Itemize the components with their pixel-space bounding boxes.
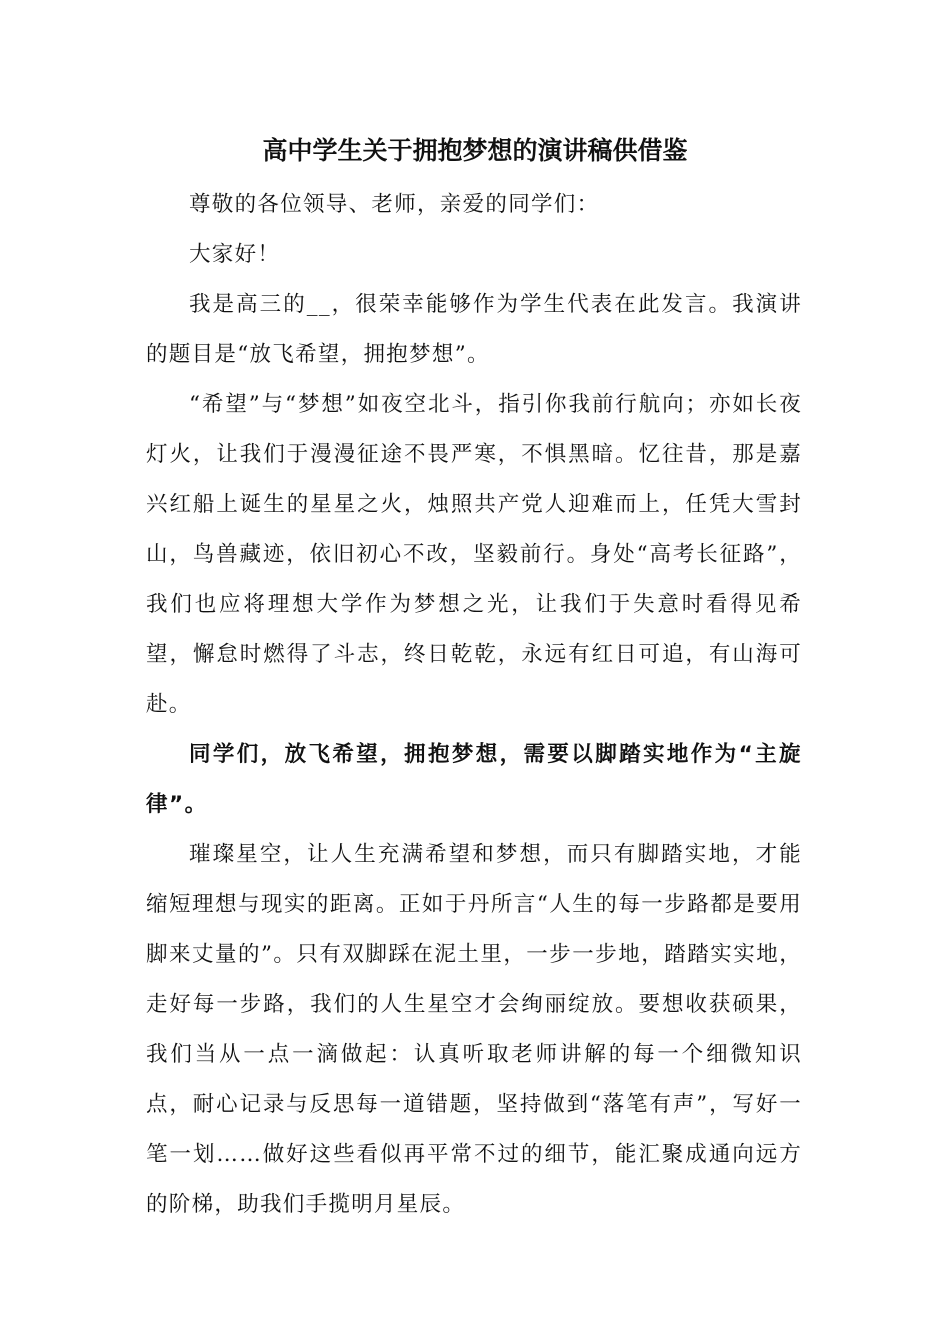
paragraph-greeting: 大家好！: [189, 242, 281, 267]
paragraph-salutation: 尊敬的各位领导、老师，亲爱的同学们：: [189, 192, 600, 217]
paragraph-down-to-earth: 璀璨星空，让人生充满希望和梦想，而只有脚踏实地，才能缩短理想与现实的距离。正如于丹所言“人生的每一步路都是要用脚来丈量的”。只有双脚踩在泥土里，一步一步地，踏踏实实地，走好每一步路，我们的人生星空才会绚丽绽放。要想收获硕果，我们当从一点一滴做起：认真听取老师讲解的每一个细微知识点，耐心记录与反思每一道错题，坚持做到“落笔有声”，写好一笔一划……做好这些看似再平常不过的细节，能汇聚成通向远方的阶梯，助我们手揽明月星辰。: [146, 842, 802, 1217]
paragraph-heading-main-theme: 同学们，放飞希望，拥抱梦想，需要以脚踏实地作为“主旋律”。: [146, 742, 802, 817]
document-body: [146, 180, 802, 1230]
paragraph-intro: 我是高三的__，很荣幸能够作为学生代表在此发言。我演讲的题目是“放飞希望，拥抱梦想”。: [146, 292, 802, 367]
document-title: 高中学生关于拥抱梦想的演讲稿供借鉴: [262, 136, 688, 165]
paragraph-hope-dream: “希望”与“梦想”如夜空北斗，指引你我前行航向；亦如长夜灯火，让我们于漫漫征途不畏严寒，不惧黑暗。忆往昔，那是嘉兴红船上诞生的星星之火，烛照共产党人迎难而上，任凭大雪封山，鸟兽藏迹，依旧初心不改，坚毅前行。身处“高考长征路”，我们也应将理想大学作为梦想之光，让我们于失意时看得见希望，懈怠时燃得了斗志，终日乾乾，永远有红日可追，有山海可赴。: [146, 392, 802, 717]
